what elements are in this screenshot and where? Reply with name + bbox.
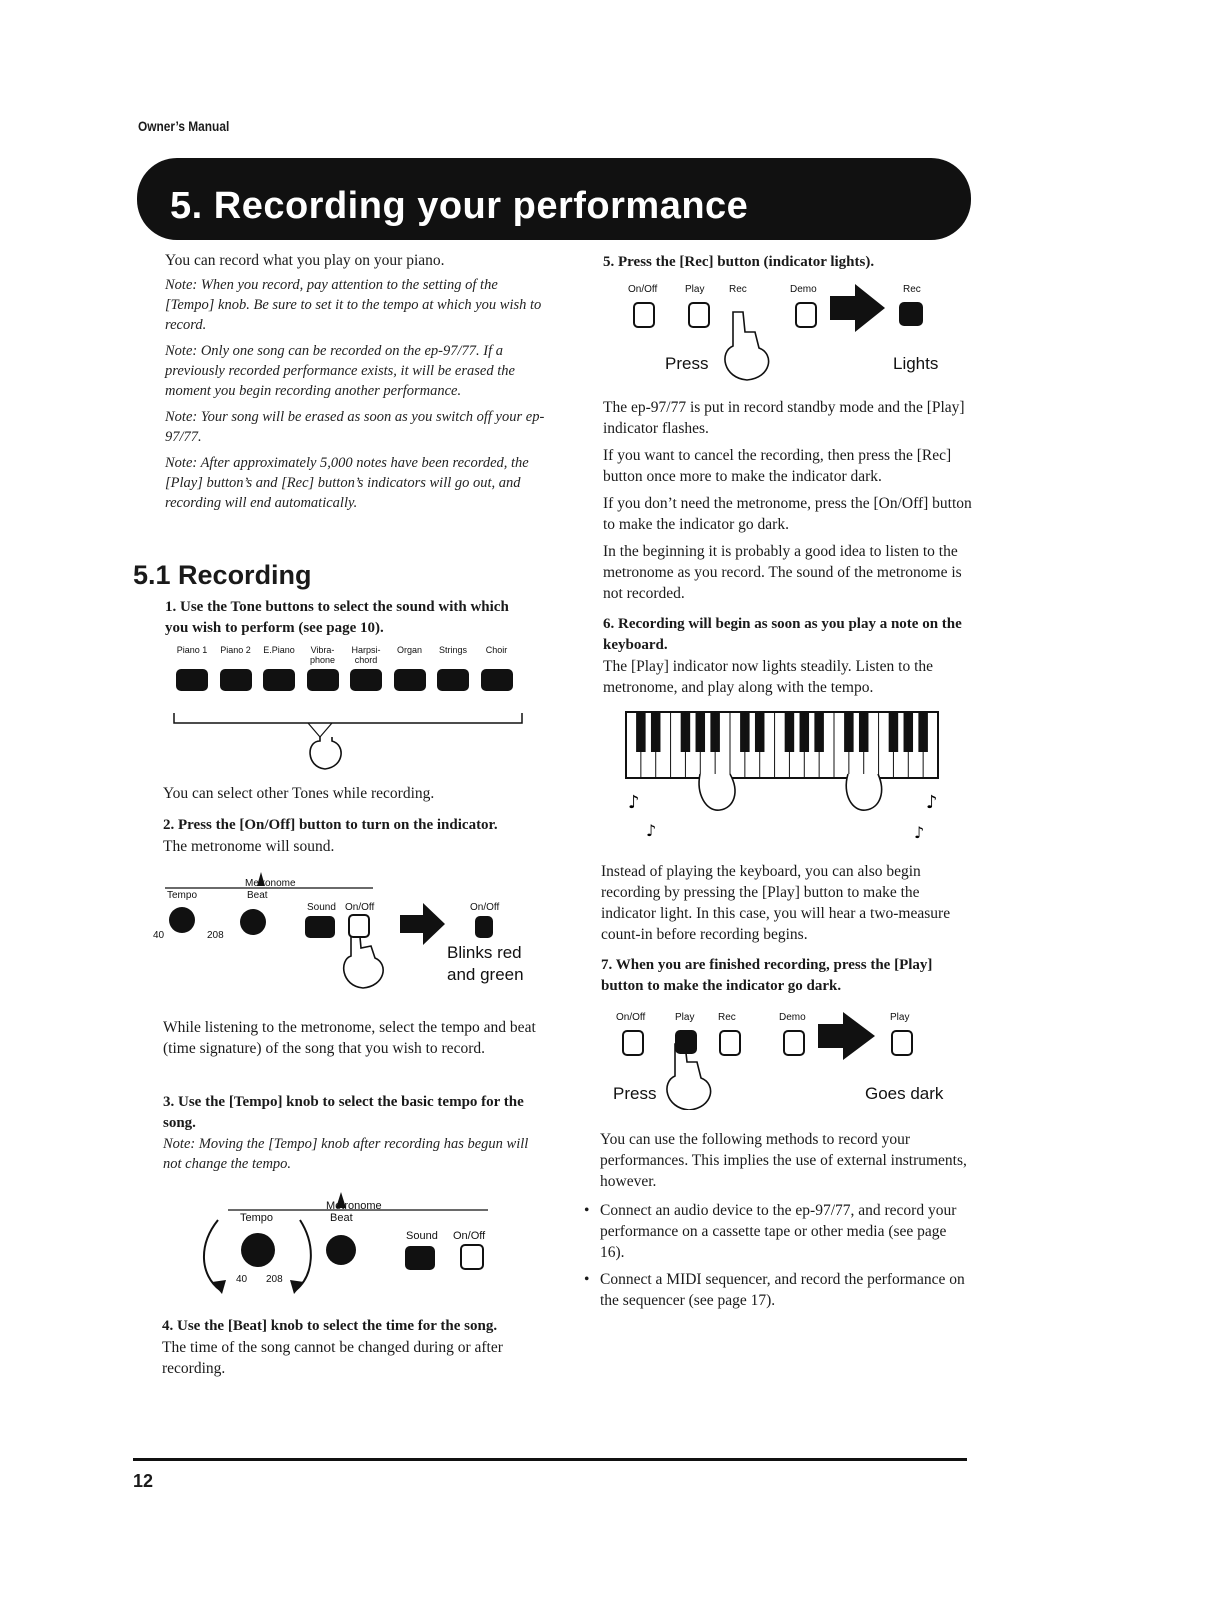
demo-label: Demo — [790, 284, 817, 295]
onoff-button[interactable] — [633, 302, 655, 328]
music-note-icon: ♪ — [646, 821, 657, 840]
beat-label: Beat — [247, 890, 268, 901]
metronome-label: Metronome — [245, 878, 296, 889]
step-3: 3. Use the [Tempo] knob to select the basic tempo for the song. — [163, 1094, 524, 1131]
tone-bracket — [170, 645, 530, 775]
step-3-note: Note: Moving the [Tempo] knob after recording has begun will not change the tempo. — [163, 1136, 529, 1172]
tone-text: You can select other Tones while recording. — [163, 785, 435, 802]
note-limit: Note: After approximately 5,000 notes have been recorded, the [Play] button’s and [Rec] button’s indicators will go out, and recording will end automatically. — [165, 455, 529, 511]
music-note-icon: ♪ — [914, 823, 925, 842]
tone-label: Harpsi-chord — [351, 645, 381, 665]
tone-label: Piano 2 — [220, 645, 251, 655]
play-panel-diagram — [613, 1010, 953, 1110]
rec-indicator-lit — [899, 302, 923, 326]
arrow-icon — [400, 903, 445, 945]
blinks-label: Blinks red and green — [447, 943, 524, 984]
step-4-text: The time of the song cannot be changed during or after recording. — [162, 1339, 503, 1377]
page-number: 12 — [133, 1471, 154, 1491]
list-item: • Connect a MIDI sequencer, and record the performance on the sequencer (see page 17). — [582, 1269, 972, 1311]
listen-text: While listening to the metronome, select the tempo and beat (time signature) of the song that you wish to record. — [163, 1019, 536, 1057]
rec-p5: Instead of playing the keyboard, you can also begin recording by pressing the [Play] button to make the indicator light. In this case, you will hear a two-measure count-in before recording begins. — [601, 863, 951, 943]
metronome-diagram-2 — [198, 1190, 498, 1300]
intro-block — [165, 250, 545, 513]
beat-knob[interactable] — [326, 1235, 356, 1265]
sound-button[interactable] — [405, 1246, 435, 1270]
tempo-mark: 40 — [153, 930, 165, 941]
tempo-mark: 208 — [266, 1274, 283, 1285]
rec-p3: If you don’t need the metronome, press the [On/Off] button to make the indicator go dark. — [603, 495, 972, 533]
step-4: 4. Use the [Beat] knob to select the time for the song. — [162, 1318, 498, 1334]
play-label: Play — [675, 1012, 695, 1023]
note-tempo: Note: When you record, pay attention to the setting of the [Tempo] knob. Be sure to set it to the tempo at which you wish to record. — [165, 277, 542, 333]
onoff-label-after: On/Off — [470, 902, 500, 913]
onoff-label: On/Off — [628, 284, 658, 295]
beat-knob[interactable] — [240, 909, 266, 935]
tone-label: Piano 1 — [176, 645, 208, 655]
tone-label: Strings — [438, 645, 467, 655]
play-button[interactable] — [675, 1030, 697, 1054]
tempo-knob[interactable] — [241, 1233, 275, 1267]
tone-label: Vibra-phone — [309, 645, 336, 665]
arrow-icon — [830, 284, 885, 332]
demo-button[interactable] — [795, 302, 817, 328]
metronome-label: Metronome — [326, 1200, 382, 1212]
tempo-label: Tempo — [240, 1212, 274, 1224]
rec-p6: You can use the following methods to record your performances. This implies the use of external instruments, however. — [600, 1131, 967, 1190]
lights-label: Lights — [893, 354, 939, 373]
onoff-label: On/Off — [453, 1230, 486, 1242]
play-button[interactable] — [688, 302, 710, 328]
keyboard-diagram — [620, 708, 950, 848]
intro-text: You can record what you play on your piano. — [165, 252, 445, 269]
note-one-song: Note: Only one song can be recorded on the ep-97/77. If a previously recorded performance exists, it will be erased the moment you begin recording another performance. — [165, 343, 515, 399]
tempo-label: Tempo — [167, 890, 198, 901]
onoff-label: On/Off — [616, 1012, 646, 1023]
step-6: 6. Recording will begin as soon as you play a note on the keyboard. — [603, 616, 962, 653]
onoff-button[interactable] — [622, 1030, 644, 1056]
section-title: 5.1 Recording — [133, 560, 312, 590]
goes-dark-label: Goes dark — [865, 1084, 944, 1103]
rec-p1: The ep-97/77 is put in record standby mode and the [Play] indicator flashes. — [603, 399, 965, 437]
arrow-icon — [818, 1012, 875, 1060]
tempo-knob[interactable] — [169, 907, 195, 933]
rec-label: Rec — [718, 1012, 736, 1023]
play-label: Play — [685, 284, 705, 295]
press-label: Press — [613, 1084, 657, 1103]
demo-label: Demo — [779, 1012, 806, 1023]
step-1: 1. Use the Tone buttons to select the sound with which you wish to perform (see page 10). — [165, 599, 509, 636]
tone-label: Choir — [485, 645, 508, 655]
sound-label: Sound — [307, 902, 336, 913]
tone-label: Organ — [396, 645, 422, 655]
rec-button[interactable] — [719, 1030, 741, 1056]
metronome-diagram-1 — [145, 868, 545, 993]
onoff-indicator-lit — [475, 916, 493, 938]
step-5: 5. Press the [Rec] button (indicator lights). — [603, 254, 875, 270]
left-hand-icon — [699, 774, 735, 810]
play-indicator-dark — [891, 1030, 913, 1056]
step-6-text: The [Play] indicator now lights steadily. Listen to the metronome, and play along with the tempo. — [603, 658, 934, 696]
step-2-text: The metronome will sound. — [163, 838, 335, 855]
tempo-mark: 208 — [207, 930, 224, 941]
chapter-title: 5. Recording your performance — [170, 185, 749, 227]
onoff-button[interactable] — [348, 914, 370, 938]
demo-button[interactable] — [783, 1030, 805, 1056]
onoff-label: On/Off — [345, 902, 375, 913]
music-note-icon: ♪ — [628, 792, 640, 813]
footer-rule — [133, 1458, 967, 1461]
right-hand-icon — [846, 774, 881, 810]
tone-label: E.Piano — [263, 645, 295, 655]
note-erase: Note: Your song will be erased as soon as you switch off your ep-97/77. — [165, 409, 545, 445]
rec-p2: If you want to cancel the recording, then press the [Rec] button once more to make the indicator dark. — [603, 447, 952, 485]
rec-label-after: Rec — [903, 284, 921, 295]
tempo-mark: 40 — [236, 1274, 248, 1285]
rec-panel-diagram — [625, 282, 955, 382]
list-item: • Connect an audio device to the ep-97/77, and record your performance on a cassette tape or other media (see page 16). — [582, 1200, 972, 1263]
beat-label: Beat — [330, 1212, 353, 1224]
sound-button[interactable] — [305, 916, 335, 938]
rec-p4: In the beginning it is probably a good idea to listen to the metronome as you record. The sound of the metronome is not recorded. — [603, 543, 962, 602]
step-2: 2. Press the [On/Off] button to turn on the indicator. — [163, 817, 498, 833]
tone-buttons-diagram — [170, 645, 530, 775]
external-methods-list — [582, 1200, 972, 1311]
music-note-icon: ♪ — [926, 792, 938, 813]
rec-label: Rec — [729, 284, 747, 295]
sound-label: Sound — [406, 1230, 438, 1242]
header-label: Owner’s Manual — [138, 118, 230, 134]
press-label: Press — [665, 354, 709, 373]
onoff-button[interactable] — [460, 1244, 484, 1270]
hand-icon — [725, 312, 769, 380]
play-label-after: Play — [890, 1012, 910, 1023]
step-7: 7. When you are finished recording, press the [Play] button to make the indicator go dark. — [601, 957, 933, 994]
